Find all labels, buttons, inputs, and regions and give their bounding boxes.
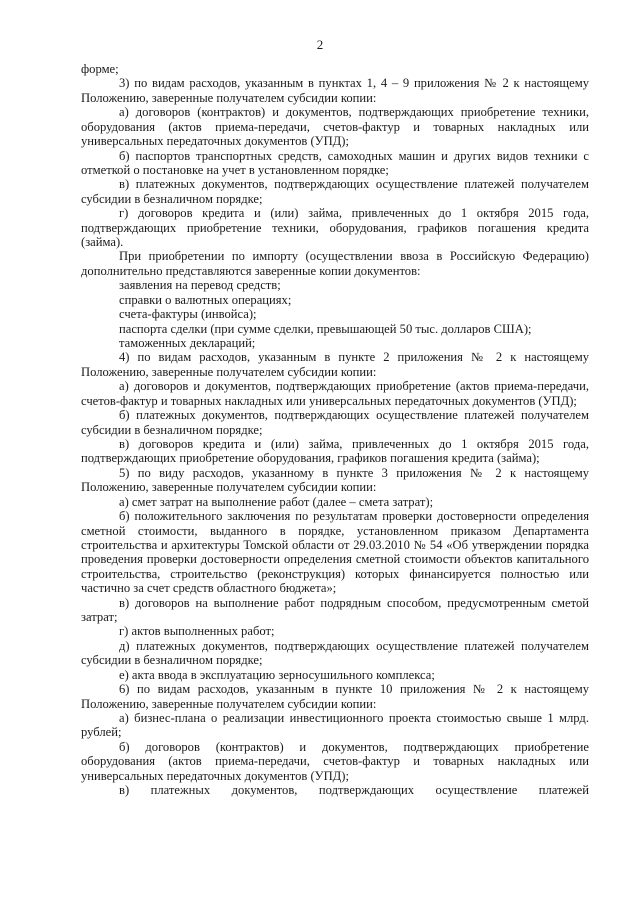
paragraph: 3) по видам расходов, указанным в пунктах 1, 4 – 9 приложения № 2 к настоящему Положению, заверенные получателем субсидии копии:: [81, 76, 589, 105]
paragraph: г) договоров кредита и (или) займа, привлеченных до 1 октября 2015 года, подтверждающих приобретение техники, оборудования, графиков погашения кредита (займа).: [81, 206, 589, 250]
paragraph: 6) по видам расходов, указанным в пункте 10 приложения № 2 к настоящему Положению, заверенные получателем субсидии копии:: [81, 682, 589, 711]
paragraph: в) платежных документов, подтверждающих осуществление платежей получателем субсидии в безналичном порядке;: [81, 177, 589, 206]
paragraph: е) акта ввода в эксплуатацию зерносушильного комплекса;: [119, 667, 435, 682]
paragraph: заявления на перевод средств;: [119, 278, 281, 293]
paragraph: паспорта сделки (при сумме сделки, превышающей 50 тыс. долларов США);: [119, 321, 532, 336]
paragraph: б) договоров (контрактов) и документов, подтверждающих приобретение оборудования (актов приема-передачи, счетов-фактур и товарных накладных или универсальных передаточных документов (УПД);: [81, 739, 589, 783]
paragraph: д) платежных документов, подтверждающих осуществление платежей получателем субсидии в безналичном порядке;: [81, 638, 589, 668]
paragraph: форме;: [81, 62, 119, 76]
paragraph: г) актов выполненных работ;: [119, 624, 275, 639]
paragraph: в) договоров на выполнение работ подрядным способом, предусмотренным сметой затрат;: [81, 595, 589, 625]
paragraph: б) платежных документов, подтверждающих осуществление платежей получателем субсидии в безналичном порядке;: [81, 408, 589, 437]
paragraph: в) договоров кредита и (или) займа, привлеченных до 1 октября 2015 года, подтверждающих приобретение оборудования, графиков погашения кредита (займа);: [81, 436, 589, 466]
paragraph: 5) по виду расходов, указанному в пункте 3 приложения № 2 к настоящему Положению, заверенные получателем субсидии копии:: [81, 465, 589, 495]
paragraph: счета-фактуры (инвойса);: [119, 307, 257, 322]
paragraph: а) договоров и документов, подтверждающих приобретение (актов приема-передачи, счетов-фактур и товарных накладных или универсальных передаточных документов (УПД);: [81, 379, 589, 408]
paragraph: справки о валютных операциях;: [119, 292, 292, 307]
paragraph: в) платежных документов, подтверждающих осуществление платежей: [119, 783, 589, 798]
page-number: 2: [316, 37, 324, 52]
paragraph: а) договоров (контрактов) и документов, подтверждающих приобретение техники, оборудования (актов приема-передачи, счетов-фактур и товарных накладных или универсальных передаточных документов (УПД);: [81, 105, 589, 149]
paragraph: а) бизнес-плана о реализации инвестиционного проекта стоимостью свыше 1 млрд. рублей;: [81, 710, 589, 740]
paragraph: При приобретении по импорту (осуществлении ввоза в Российскую Федерацию) дополнительно представляются заверенные копии документов:: [81, 249, 589, 278]
paragraph: таможенных деклараций;: [119, 336, 256, 351]
paragraph: б) паспортов транспортных средств, самоходных машин и других видов техники с отметкой о постановке на учет в установленном порядке;: [81, 148, 589, 177]
paragraph: б) положительного заключения по результатам проверки достоверности определения сметной стоимости, выданного в порядке, установленном приказом Департамента строительства и архитектуры Томской области от 29.03.2010 № 54 «Об утверждении порядка проведения проверки достоверности определения сметной стоимости объектов капитального строительства, строительство (реконструкция) которых финансируется полностью или частично за счет средств областного бюджета»;: [81, 509, 589, 596]
paragraph: а) смет затрат на выполнение работ (далее – смета затрат);: [119, 494, 434, 509]
paragraph: 4) по видам расходов, указанным в пункте 2 приложения № 2 к настоящему Положению, заверенные получателем субсидии копии:: [81, 350, 589, 379]
document-body: [81, 62, 589, 798]
